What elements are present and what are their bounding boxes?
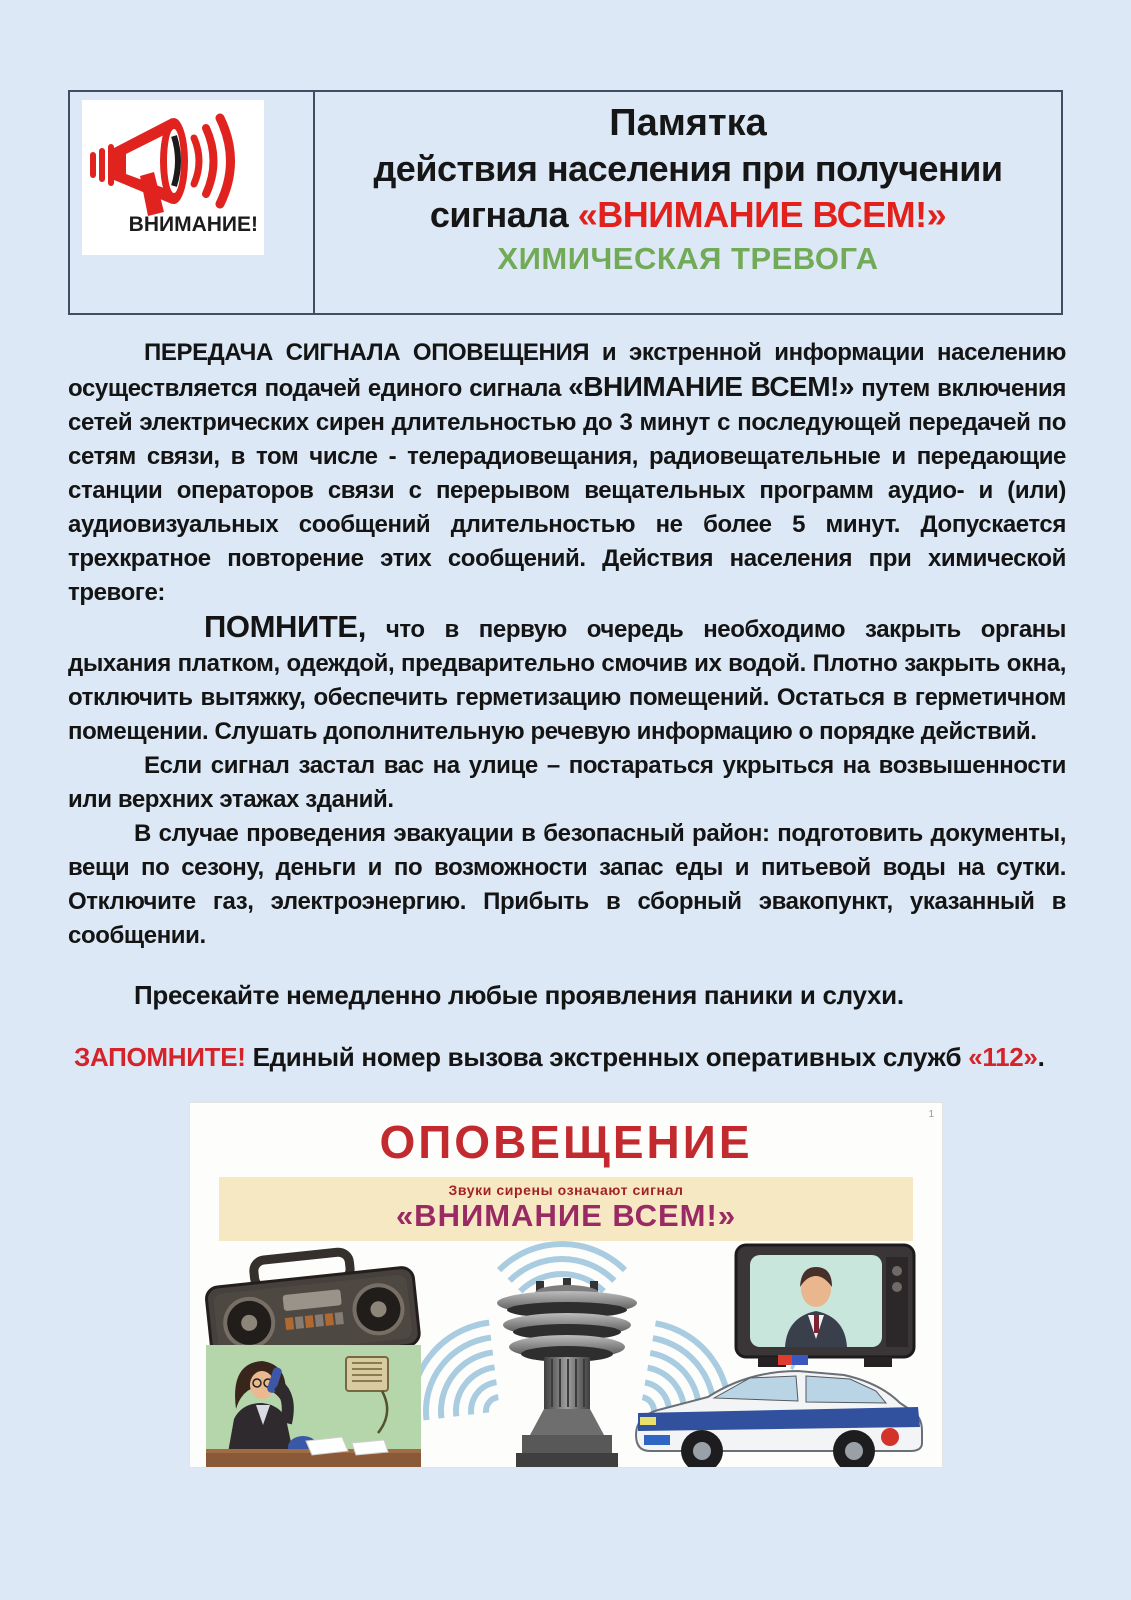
p2-tail: что в первую очередь необходимо закрыть органы дыхания платком, одеждой, предварительно смочив их водой. Плотно закрыть окна, отключить вытяжку, обеспечить герметизацию помещений. Остаться в герметичном помещении. Слушать дополнительную речевую информацию о порядке действий. xyxy=(68,616,1066,745)
operator-on-phone-icon xyxy=(206,1345,421,1467)
paragraph-signal-transmission xyxy=(68,336,1066,610)
alert-poster xyxy=(190,1103,942,1467)
doc-title-line3 xyxy=(315,192,1061,238)
emergency-number-line xyxy=(74,1042,1045,1073)
p1-mid: и экстренной информации населению осуществляется подачей единого сигнала xyxy=(68,339,1066,402)
header xyxy=(68,90,1063,315)
doc-title-line2: действия населения при получении xyxy=(373,148,1003,189)
remember-mid: Единый номер вызова экстренных оперативных служб xyxy=(245,1042,969,1072)
doc-subtitle-chemical-alarm: ХИМИЧЕСКАЯ ТРЕВОГА xyxy=(497,241,879,276)
title-signal-prefix: сигнала xyxy=(429,194,578,235)
paragraph-remember-actions xyxy=(68,610,1066,749)
doc-title-line1: Памятка xyxy=(609,102,767,144)
memo-body xyxy=(68,336,1066,953)
attention-logo-card xyxy=(82,100,264,255)
p2-lead: ПОМНИТЕ, xyxy=(204,609,366,644)
title-signal-text: «ВНИМАНИЕ ВСЕМ!» xyxy=(577,194,947,235)
remember-tail: . xyxy=(1037,1042,1045,1072)
poster-scene xyxy=(190,1243,942,1467)
megaphone-icon xyxy=(88,108,258,226)
street-siren-icon xyxy=(492,1277,642,1467)
header-logo-cell xyxy=(70,92,315,313)
panic-warning-line: Пресекайте немедленно любые проявления паники и слухи. xyxy=(134,980,904,1010)
p1-lead: ПЕРЕДАЧА СИГНАЛА ОПОВЕЩЕНИЯ xyxy=(144,339,590,366)
police-car-icon xyxy=(628,1351,928,1467)
remember-number-112: «112» xyxy=(968,1042,1038,1072)
p1-signal: «ВНИМАНИЕ ВСЕМ!» xyxy=(568,371,854,402)
poster-title: ОПОВЕЩЕНИЕ xyxy=(379,1116,753,1168)
logo-attention-label: ВНИМАНИЕ! xyxy=(128,213,258,236)
p1-tail: путем включения сетей электрических сирен длительностью до 3 минут с последующей передачей по сетям связи, в том числе - телерадиовещания, радиовещательные и передающие станции операторов связи с перерывом вещательных программ аудио- и (или) аудиовизуальных сообщений длительностью не более 5 минут. Допускается трехкратное повторение этих сообщений. Действия населения при химической тревоге: xyxy=(68,375,1066,606)
header-title-cell xyxy=(315,92,1061,313)
banner-subtext: Звуки сирены означают сигнал xyxy=(448,1182,684,1198)
remember-lead: ЗАПОМНИТЕ! xyxy=(74,1042,246,1072)
banner-signal-text: «ВНИМАНИЕ ВСЕМ!» xyxy=(395,1198,737,1233)
paragraph-outside: Если сигнал застал вас на улице – постараться укрыться на возвышенности или верхних этажах зданий. xyxy=(68,752,1066,813)
paragraph-evacuation: В случае проведения эвакуации в безопасный район: подготовить документы, вещи по сезону, деньги и по возможности запас еды и питьевой воды на сутки. Отключите газ, электроэнергию. Прибыть в сборный эвакопункт, указанный в сообщении. xyxy=(68,820,1066,949)
poster-page-mark: 1 xyxy=(928,1109,934,1120)
